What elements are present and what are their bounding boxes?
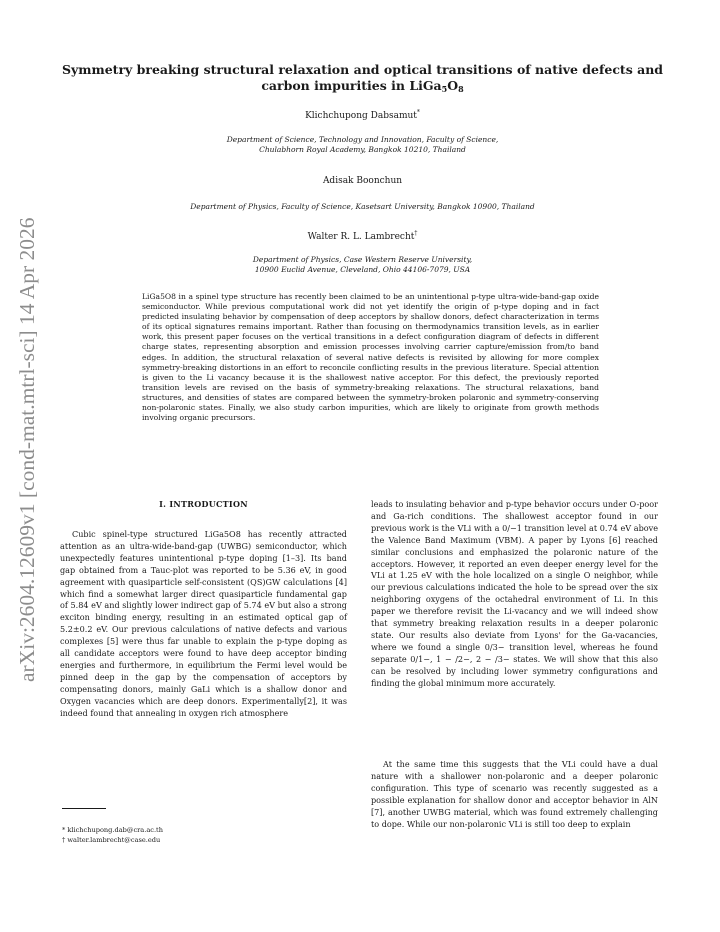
title-line-2 (60, 78, 665, 97)
arxiv-side-stamp (2, 206, 46, 682)
affiliation-3-line-1: Department of Physics, Case Western Reserve University, (252, 255, 473, 264)
footnote-1: * klichchupong.dab@cra.ac.th (62, 826, 163, 834)
affiliation-1 (60, 135, 665, 155)
title-subscript-5: 5 (441, 84, 448, 94)
footnote-2: † walter.lambrecht@case.edu (62, 836, 161, 844)
arxiv-identifier: arXiv:2604.12609v1 [cond-mat.mtrl-sci] 14 Apr 2026 (15, 217, 39, 682)
paper-title (60, 62, 665, 97)
footnotes (62, 825, 322, 845)
right-paragraph-1: leads to insulating behavior and p-type behavior occurs under O-poor and Ga-rich conditions. The shallowest acceptor found in our previous work is the VLi with a 0/−1 transition level at 0.74 eV above the Valence Band Maximum (VBM). A paper by Lyons [6] reached similar conclusions and emphasized the polaronic nature of the acceptors. However, it reported an even deeper energy level for the VLi at 1.25 eV with the hole localized on a single O neighbor, while our previous calculations indicated the hole to be spread over the six neighboring oxygens of the octahedral environment of Li. In this paper we therefore revisit the Li-vacancy and we will indeed show that symmetry breaking relaxation results in a deeper polaronic state. Our results also deviate from Lyons' for the Ga-vacancies, where we found a single 0/3− transition level, whereas he found separate 0/1−, 1 − /2−, 2 − /3− states. We will show that this also can be resolved by including lower symmetry configurations and finding the global minimum more accurately. (371, 499, 658, 688)
author-2 (60, 176, 665, 186)
affiliation-2 (60, 202, 665, 212)
affiliation-1-line-1: Department of Science, Technology and Innovation, Faculty of Science, (226, 135, 499, 144)
author-3 (60, 230, 665, 242)
title-subscript-8: 8 (458, 84, 464, 94)
right-paragraph-2: At the same time this suggests that the VLi could have a dual nature with a shallower non-polaronic and a deeper polaronic configuration. This type of scenario was recently suggested as a possible explanation for shallow donor and acceptor behavior in AlN [7], another UWBG material, which was found extremely challenging to dope. While our non-polaronic VLi is still too deep to explain (371, 759, 658, 829)
author-3-name: Walter R. L. Lambrecht (307, 232, 415, 242)
author-2-name: Adisak Boonchun (322, 176, 403, 186)
section-heading: I. INTRODUCTION (159, 499, 248, 509)
title-line-2-oxygen: O (447, 78, 459, 93)
author-1-name: Klichchupong Dabsamut (305, 111, 417, 121)
author-1 (60, 109, 665, 121)
footnote-rule (62, 808, 106, 809)
affiliation-3 (60, 255, 665, 275)
affiliation-1-line-2: Chulabhorn Royal Academy, Bangkok 10210, Thailand (259, 145, 466, 154)
affiliation-2-line-1: Department of Physics, Faculty of Science, Kasetsart University, Bangkok 10900, Thailand (190, 202, 535, 211)
abstract: LiGa5O8 in a spinel type structure has recently been claimed to be an unintentional p-type ultra-wide-band-gap oxide semiconductor. While previous computational work did not yet identify the origin of p-type doping and in fact predicted insulating behavior by compensation of deep acceptors by shallow donors, defect characterization in terms of its optical signatures remains important. Rather than focusing on thermodynamics transition levels, as in earlier work, this present paper focuses on the vertical transitions in a defect configuration diagram of defects in different charge states, representing absorption and emission processes involving carrier capture/emission from/to band edges. In addition, the structural relaxation of several native defects is revisited by allowing for more complex symmetry-breaking distortions in an effort to reconcile conflicting results in the previous literature. Special attention is given to the Li vacancy because it is the shallowest native acceptor. For this defect, the previously reported transition levels are revised on the basis of symmetry-breaking relaxations. The structural relaxations, band structures, and densities of states are compared between the symmetry-broken polaronic and symmetry-conserving non-polaronic states. Finally, we also study carbon impurities, which are likely to originate from growth methods involving organic precursors. (142, 292, 599, 423)
affiliation-3-line-2: 10900 Euclid Avenue, Cleveland, Ohio 44106-7079, USA (254, 265, 471, 274)
author-1-mark: * (416, 109, 420, 116)
author-3-mark: † (414, 230, 418, 237)
title-line-2-text: carbon impurities in LiGa (261, 78, 442, 93)
title-line-1: Symmetry breaking structural relaxation and optical transitions of native defects and (61, 62, 664, 77)
left-paragraph-1: Cubic spinel-type structured LiGa5O8 has recently attracted attention as an ultra-wide-band-gap (UWBG) semiconductor, which unexpectedly features unintentional p-type doping [1–3]. Its band gap obtained from a Tauc-plot was reported to be 5.36 eV, in good agreement with quasiparticle self-consistent (QS)GW calculations [4] which find a somewhat larger direct quasiparticle fundamental gap of 5.84 eV and slightly lower indirect gap of 5.74 eV but also a strong exciton binding energy, resulting in an estimated optical gap of 5.2±0.2 eV. Our previous calculations of native defects and various complexes [5] were thus far unable to explain the p-type doping as all candidate acceptors were found to have deep acceptor binding energies and furthermore, in equilibrium the Fermi level would be pinned deep in the gap by the compensation of acceptors by compensating donors, mainly GaLi which is a shallow donor and Oxygen vacancies which are deep donors. Experimentally[2], it was indeed found that annealing in oxygen rich atmosphere (60, 529, 347, 718)
